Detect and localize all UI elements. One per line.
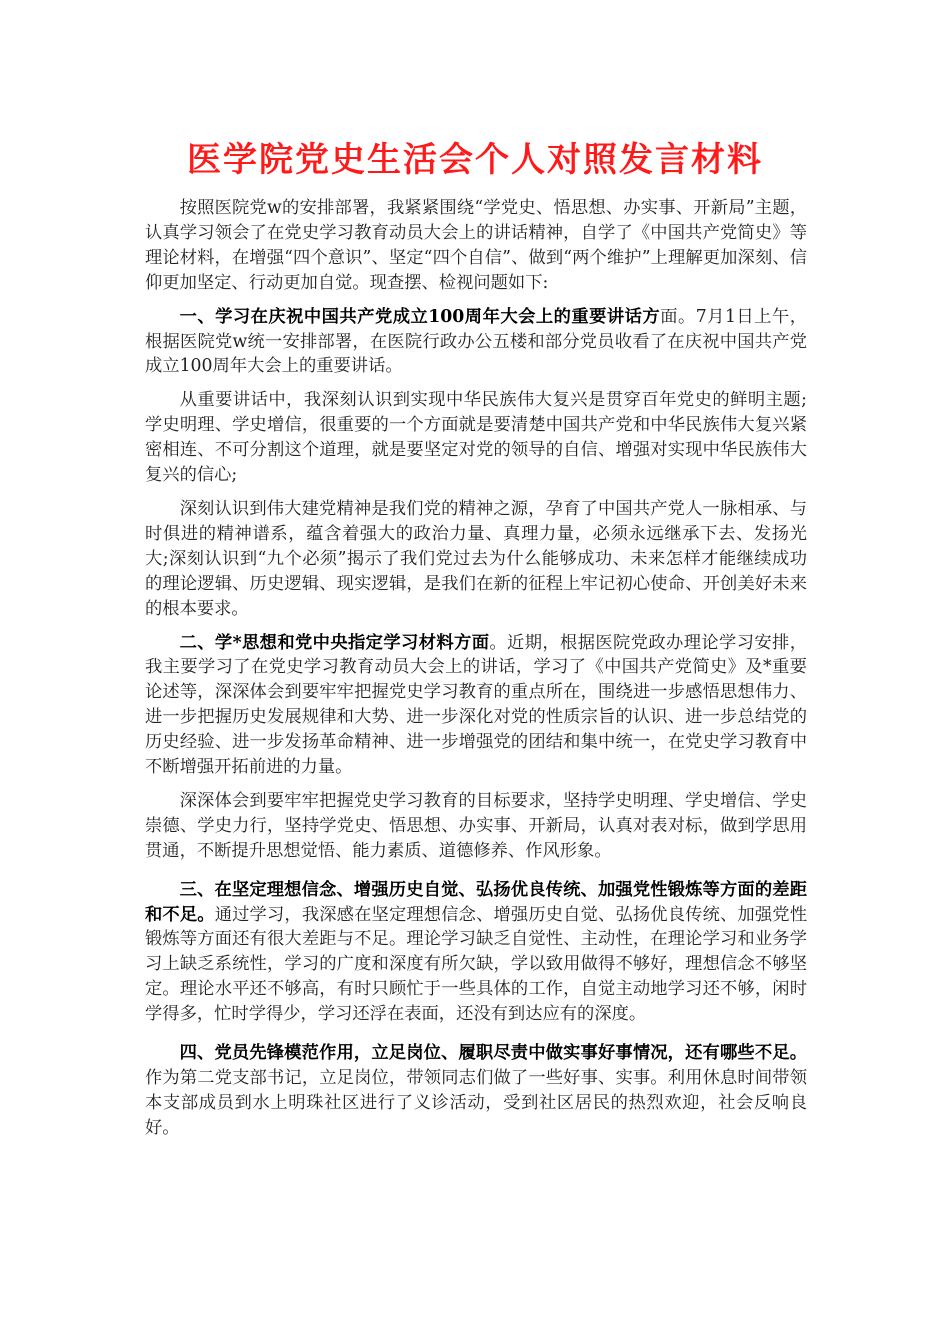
paragraph-text: 按照医院党w的安排部署，我紧紧围绕“学党史、悟思想、办实事、开新局”主题，认真学习领会了在党史学习教育动员大会上的讲话精神，自学了《中国共产党简史》等理论材料，在增强“四个意识”、坚定“四个自信”、做到“两个维护”上理解更加深刻、信仰更加坚定、行动更加自觉。现查摆、检视问题如下: [145, 198, 807, 293]
paragraph-body [145, 497, 807, 622]
section-heading: 二、学*思想和党中央指定学习材料方面 [179, 632, 490, 653]
paragraph-text: 从重要讲话中，我深刻认识到实现中华民族伟大复兴是贯穿百年党史的鲜明主题;学史明理、学史增信，很重要的一个方面就是要清楚中国共产党和中华民族伟大复兴紧密相连、不可分割这个道理，就是要坚定对党的领导的自信、增强对实现中华民族伟大复兴的信心; [145, 390, 807, 486]
section-heading: 四、党员先锋模范作用，立足岗位、履职尽责中做实事好事情况，还有哪些不足。 [179, 1043, 807, 1064]
document-title: 医学院党史生活会个人对照发言材料 [187, 140, 763, 180]
paragraph-body [145, 789, 807, 864]
paragraph-text: 面。7月1日上午，根据医院党w统一安排部署，在医院行政办公五楼和部分党员收看了在庆祝中国共产党成立100周年大会上的重要讲话。 [145, 306, 807, 377]
paragraph-text: 通过学习，我深感在坚定理想信念、增强历史自觉、弘扬优良传统、加强党性锻炼等方面还有很大差距与不足。理论学习缺乏自觉性、主动性，在理论学习和业务学习上缺乏系统性，学习的广度和深度有所欠缺，学以致用做得不够好，理想信念不够坚定。理论水平还不够高，有时只顾忙于一些具体的工作，自觉主动地学习还不够，闲时学得多，忙时学得少，学习还浮在表面，还没有到达应有的深度。 [145, 904, 807, 1025]
paragraph-section-two [145, 631, 807, 780]
paragraph-section-four [145, 1041, 807, 1141]
paragraph-section-one [145, 305, 807, 380]
document-body [145, 196, 807, 1150]
paragraph-text: 深深体会到要牢牢把握党史学习教育的目标要求，坚持学史明理、学史增信、学史崇德、学史力行，坚持学党史、悟思想、办实事、开新局，认真对表对标，做到学思用贯通，不断提升思想觉悟、能力素质、道德修养、作风形象。 [145, 790, 807, 861]
paragraph-text: 作为第二党支部书记，立足岗位，带领同志们做了一些好事、实事。利用休息时间带领本支部成员到水上明珠社区进行了义诊活动，受到社区居民的热烈欢迎，社会反响良好。 [145, 1068, 807, 1138]
paragraph-section-three [145, 878, 807, 1027]
paragraph-text: 。近期，根据医院党政办理论学习安排，我主要学习了在党史学习教育动员大会上的讲话，学习了《中国共产党简史》及*重要论述等，深深体会到要牢牢把握党史学习教育的重点所在，围绕进一步感悟思想伟力、进一步把握历史发展规律和大势、进一步深化对党的性质宗旨的认识、进一步总结党的历史经验、进一步发扬革命精神、进一步增强党的团结和集中统一，在党史学习教育中不断增强开拓前进的力量。 [145, 632, 807, 778]
section-heading: 一、学习在庆祝中国共产党成立100周年大会上的重要讲话方 [179, 306, 661, 327]
paragraph-body [145, 388, 807, 488]
paragraph-intro [145, 196, 807, 296]
paragraph-text: 深刻认识到伟大建党精神是我们党的精神之源，孕育了中国共产党人一脉相承、与时俱进的精神谱系，蕴含着强大的政治力量、真理力量，必须永远继承下去、发扬光大;深刻认识到“九个必须”揭示了我们党过去为什么能够成功、未来怎样才能继续成功的理论逻辑、历史逻辑、现实逻辑，是我们在新的征程上牢记初心使命、开创美好未来的根本要求。 [145, 498, 807, 619]
section-heading: 三、在坚定理想信念、增强历史自觉、弘扬优良传统、加强党性锻炼等方面的差距和不足。 [145, 879, 807, 925]
